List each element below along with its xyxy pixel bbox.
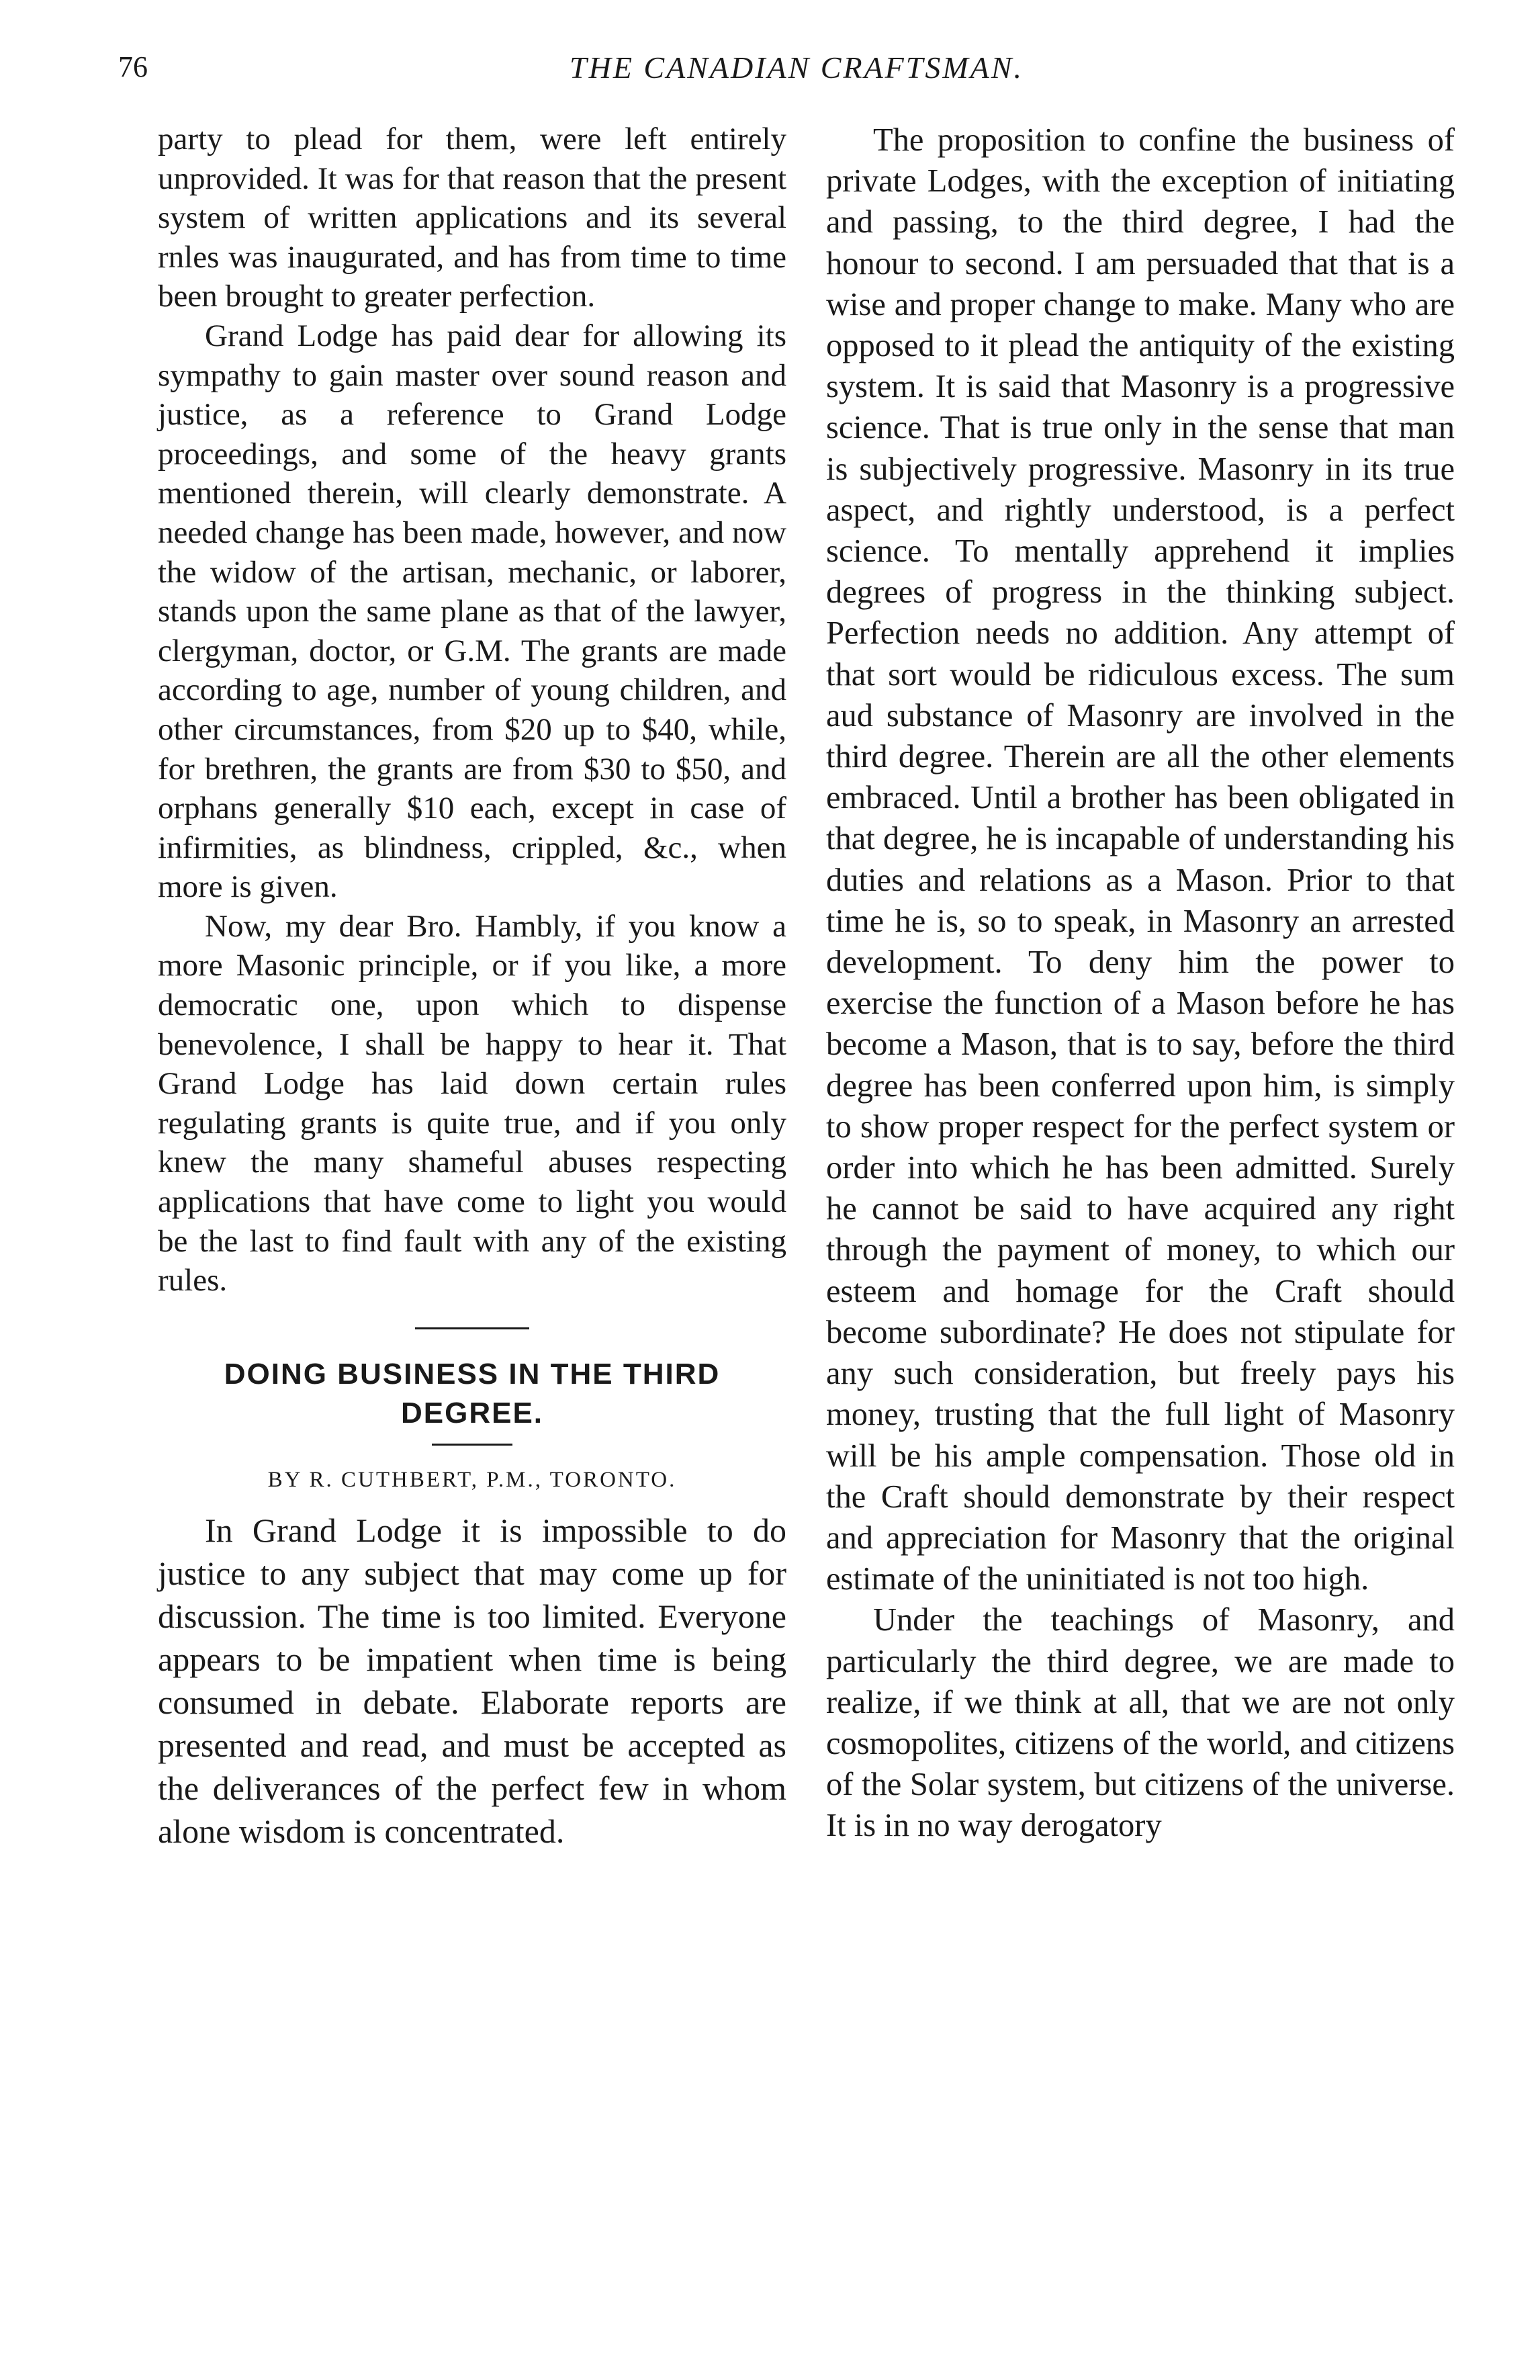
page-header xyxy=(118,47,1475,101)
left-paragraph-2: Grand Lodge has paid dear for allowing its sympathy to gain master over sound reason and justice, as a reference to Grand Lodge proceedings, and some of the heavy grants mentioned therein, will clearly demonstrate. A needed change has been made, however, and now the widow of the artisan, mechanic, or laborer, stands upon the same plane as that of the lawyer, clergyman, doctor, or G.M. The grants are made according to age, number of young children, and other circumstances, from $20 up to $40, while, for brethren, the grants are from $30 to $50, and orphans generally $10 each, except in case of infirmities, as blindness, crippled, &c., when more is given. xyxy=(158,318,786,905)
page-number: 76 xyxy=(118,50,148,83)
left-column xyxy=(158,120,786,1853)
left-paragraph-4: In Grand Lodge it is impossible to do justice to any subject that may come up for discussion. The time is too limited. Everyone appears to be impatient when time is being consumed in debate. Elaborate reports are presented and read, and must be accepted as the deliverances of the perfect few in whom alone wisdom is concentrated. xyxy=(158,1511,786,1851)
left-paragraph-1: party to plead for them, were left entirely unprovided. It was for that reason that the present system of written applications and its several rnles was inaugurated, and has from time to time been brought to greater perfection. xyxy=(158,122,786,314)
section-divider xyxy=(415,1327,529,1329)
article-byline: BY R. CUTHBERT, P.M., TORONTO. xyxy=(267,1467,677,1492)
right-column xyxy=(826,120,1455,1847)
title-divider xyxy=(432,1444,512,1446)
left-paragraph-3: Now, my dear Bro. Hambly, if you know a more Masonic principle, or if you like, a more democratic one, upon which to dispense benevolence, I shall be happy to hear it. That Grand Lodge has laid down certain rules regulating grants is quite true, and if you only knew the many shameful abuses respecting applications that have come to light you would be the last to find fault with any of the existing rules. xyxy=(158,908,786,1298)
right-paragraph-2: Under the teachings of Masonry, and particularly the third degree, we are made to realize, if we think at all, that we are not only cosmopolites, citizens of the world, and citizens of the Solar system, but citizens of the universe. It is in no way derogatory xyxy=(826,1602,1455,1844)
right-paragraph-1: The proposition to confine the business of private Lodges, with the exception of initiating and passing, to the third degree, I had the honour to second. I am persuaded that that is a wise and proper change to make. Many who are opposed to it plead the antiquity of the existing system. It is said that Masonry is a progressive science. That is true only in the sense that man is subjectively progressive. Masonry in its true aspect, and rightly understood, is a perfect science. To mentally apprehend it implies degrees of progress in the thinking subject. Perfection needs no addition. Any attempt of that sort would be ridiculous excess. The sum aud substance of Masonry are involved in the third degree. Therein are all the other elements embraced. Until a brother has been obligated in that degree, he is incapable of understanding his duties and relations as a Mason. Prior to that time he is, so to speak, in Masonry an arrested development. To deny him the power to exercise the function of a Mason before he has become a Mason, that is to say, before the third degree has been conferred upon him, is simply to show proper respect for the perfect system or order into which he has been admitted. Surely he cannot be said to have acquired any right through the payment of money, to which our esteem and homage for the Craft should become subordinate? He does not stipulate for any such consideration, but freely pays his money, trusting that the full light of Masonry will be his ample compensation. Those old in the Craft should demonstrate by their respect and appreciation for Masonry that the original estimate of the uninitiated is not too high. xyxy=(826,122,1455,1597)
running-title: THE CANADIAN CRAFTSMAN. xyxy=(570,50,1024,85)
section-title: DOING BUSINESS IN THE THIRD DEGREE. xyxy=(224,1357,721,1429)
